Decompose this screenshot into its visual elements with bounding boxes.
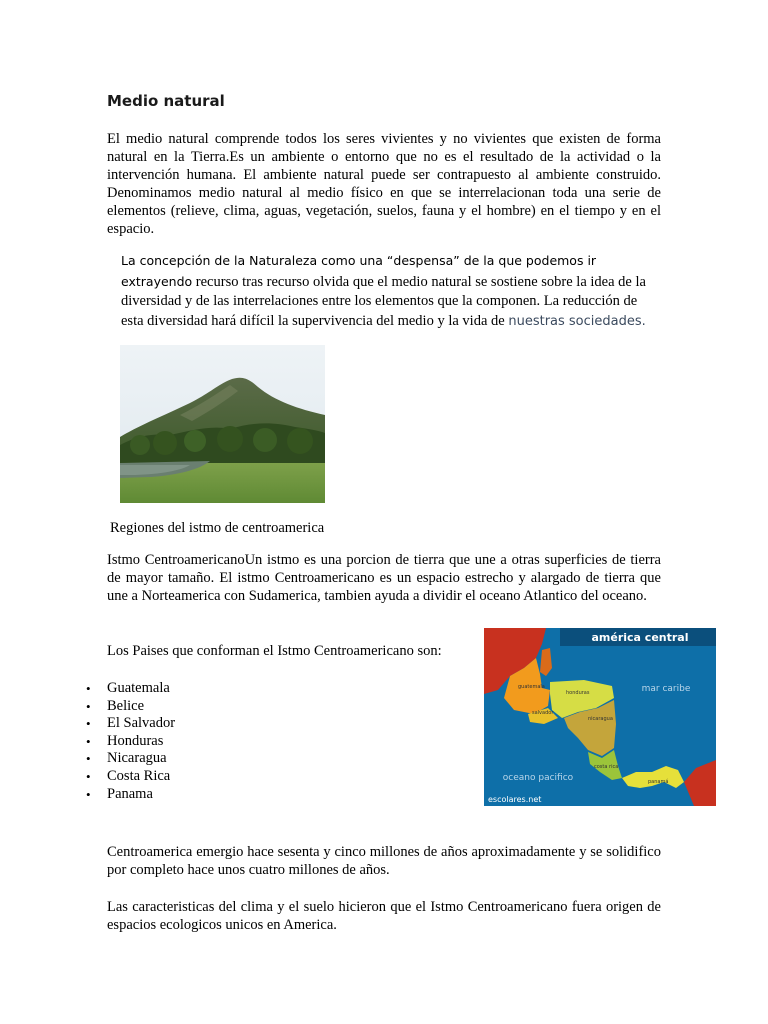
map-label-guatemala: guatemala xyxy=(518,684,545,690)
map-label-salvador: salvador xyxy=(532,710,554,716)
map-label-honduras: honduras xyxy=(566,690,590,696)
list-item: • Costa Rica xyxy=(78,768,175,786)
paragraph-medio-natural: El medio natural comprende todos los seres vivientes y no vivientes que existen de forma natural en la Tierra.Es un ambiente o entorno que no es el resultado de la actividad o la intervención humana. El ambiente natural puede ser contrapuesto al ambiente construido. Denominamos medio natural al medio físico en que se interrelacionan toda una serie de elementos (relieve, clima, aguas, vegetación, suelos, fauna y el hombre) en el tiempo y en el espacio. xyxy=(107,131,661,237)
quote-tail: nuestras sociedades. xyxy=(508,313,646,329)
paragraph-istmo: Istmo CentroamericanoUn istmo es una porcion de tierra que une a otras superficies de tierra de mayor tamaño. El istmo Centroamericano es un espacio estrecho y alargado de tierra que une a Norteamerica con Sudamerica, tambien ayuda a dividir el oceano Atlantico del oceano. xyxy=(107,552,661,604)
regions-caption: Regiones del istmo de centroamerica xyxy=(110,520,325,536)
quote-lead: La concepción de la Naturaleza como una “despensa” de la que podemos ir extrayendo xyxy=(121,253,597,289)
list-item: • Nicaragua xyxy=(78,750,175,768)
quote-body: recurso tras recurso olvida que el medio natural se sostiene sobre la idea de la diversidad y de las interrelaciones entre los elementos que la componen. La reducción de esta diversidad hará difícil la supervivencia del medio y la vida de xyxy=(121,273,646,329)
mountain-landscape-photo xyxy=(120,345,325,503)
country-list xyxy=(78,680,175,803)
central-america-map xyxy=(484,628,716,806)
map-label-costa-rica: costa rica xyxy=(594,764,619,770)
map-label-nicaragua: nicaragua xyxy=(588,716,613,722)
paragraph-origen: Centroamerica emergio hace sesenta y cinco millones de años aproximadamente y se solidifico por completo hace unos cuatro millones de años. xyxy=(107,844,661,878)
list-item: • El Salvador xyxy=(78,715,175,733)
list-item: • Belice xyxy=(78,698,175,716)
map-title: américa central xyxy=(591,631,689,644)
map-source: escolares.net xyxy=(488,795,542,804)
list-item: • Honduras xyxy=(78,733,175,751)
countries-intro: Los Paises que conforman el Istmo Centroamericano son: xyxy=(107,643,442,659)
list-item: • Panama xyxy=(78,786,175,804)
paragraph-clima: Las caracteristicas del clima y el suelo hicieron que el Istmo Centroamericano fuera origen de espacios ecologicos unicos en America. xyxy=(107,899,661,933)
map-ocean-label: oceano pacifico xyxy=(502,773,574,783)
quote-paragraph xyxy=(121,251,651,331)
list-item: • Guatemala xyxy=(78,680,175,698)
map-sea-label: mar caribe xyxy=(641,684,691,694)
page-heading: Medio natural xyxy=(107,92,225,110)
map-label-panama: panamá xyxy=(648,779,669,785)
